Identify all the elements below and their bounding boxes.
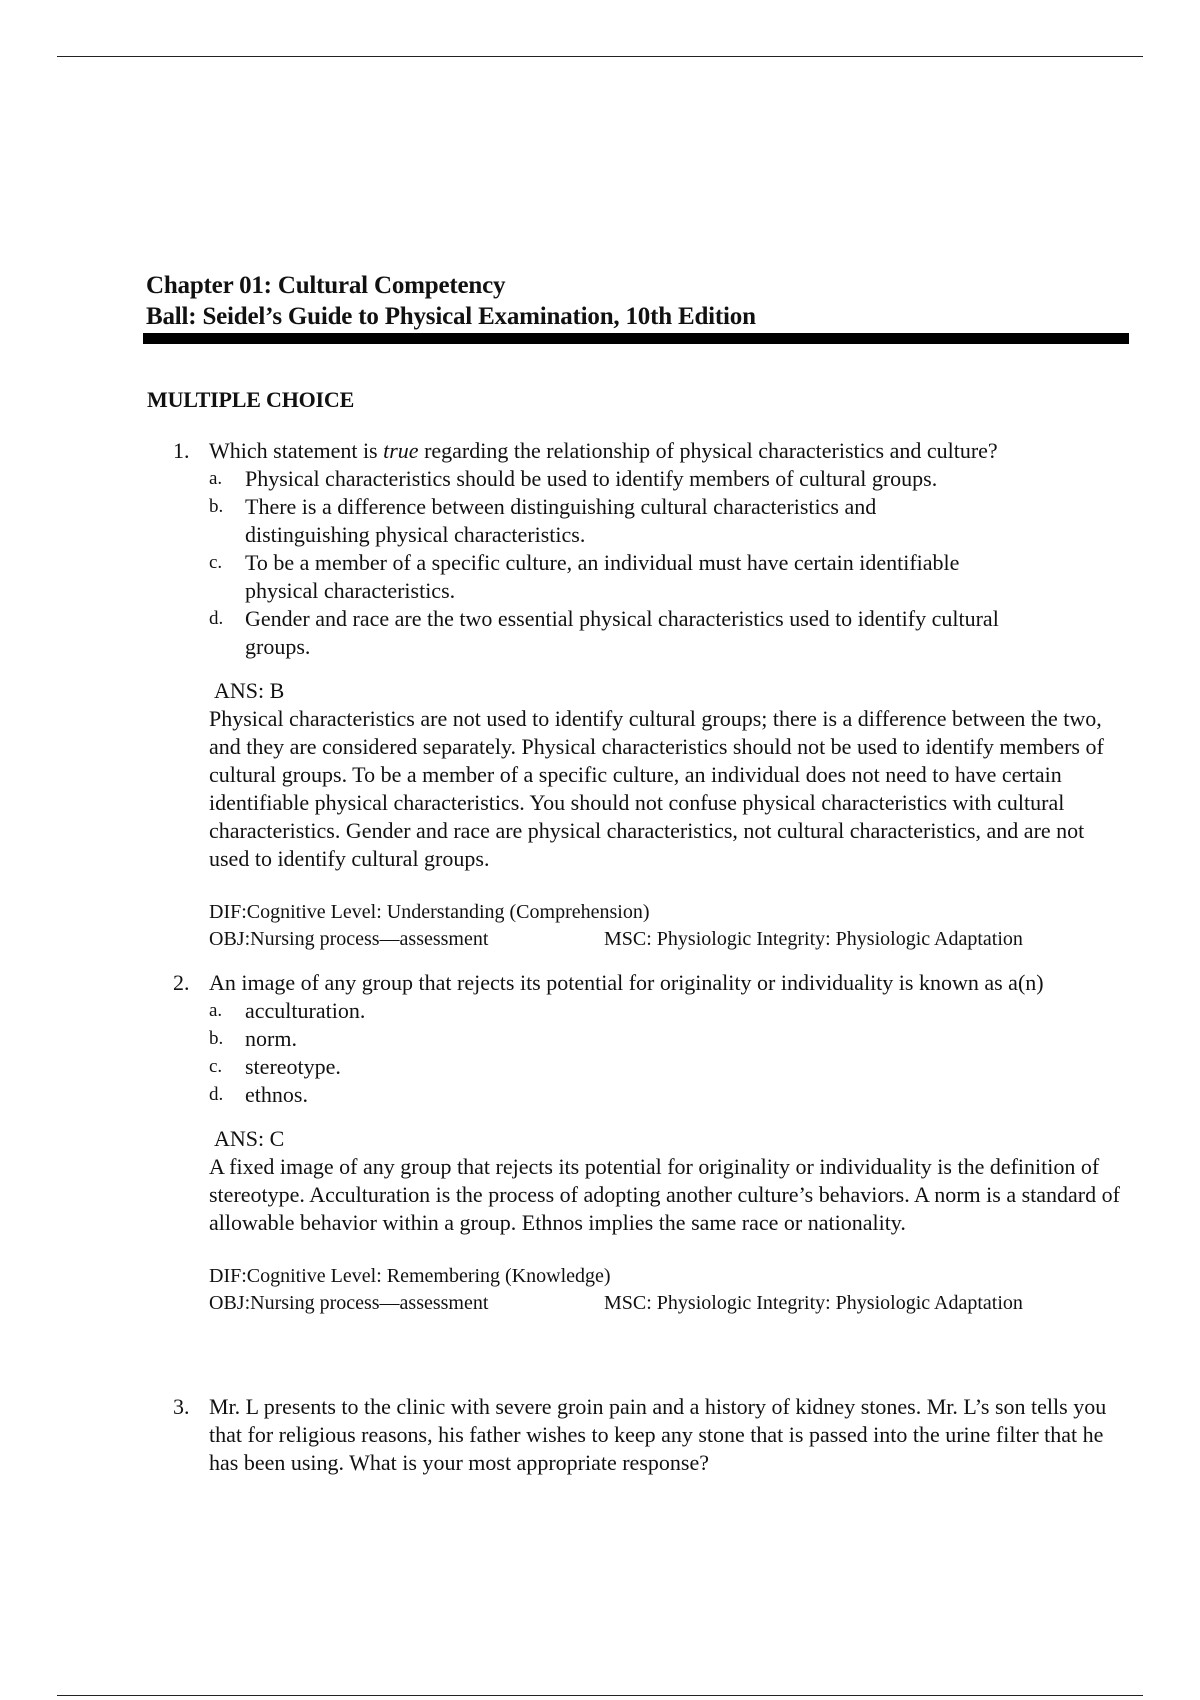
option-text: To be a member of a specific culture, an individual must have certain identifiable physical characteristics. bbox=[245, 550, 960, 603]
option-text: stereotype. bbox=[245, 1054, 341, 1079]
question-1 bbox=[173, 437, 1123, 953]
answer-key: ANS: C bbox=[214, 1126, 285, 1151]
option-letter: c. bbox=[209, 552, 223, 573]
option-c bbox=[209, 549, 1123, 605]
rationale-text: Physical characteristics are not used to identify cultural groups; there is a difference between the two, and they are considered separately. Physical characteristics should not be used to identify members of cultural groups. To be a member of a specific culture, an individual does not need to have certain identifiable physical characteristics. You should not confuse physical characteristics with cultural characteristics. Gender and race are physical characteristics, not cultural characteristics, and are not used to identify cultural groups. bbox=[209, 706, 1104, 871]
question-metadata bbox=[209, 899, 1123, 953]
question-text: Mr. L presents to the clinic with severe groin pain and a history of kidney stones. Mr. L’s son tells you that for religious reasons, his father wishes to keep any stone that is passed into the urine filter that he has been using. What is your most appropriate response? bbox=[209, 1394, 1107, 1475]
answer-options bbox=[209, 997, 1123, 1109]
stem-emphasis: true bbox=[383, 438, 419, 463]
rationale-text: A fixed image of any group that rejects its potential for originality or individuality is the definition of stereotype. Acculturation is the process of adopting another culture’s behaviors. A norm is a standard of allowable behavior within a group. Ethnos implies the same race or nationality. bbox=[209, 1154, 1120, 1235]
option-b bbox=[209, 493, 1123, 549]
answer-options bbox=[209, 465, 1123, 661]
metadata-row bbox=[209, 1290, 1123, 1317]
option-text: norm. bbox=[245, 1026, 297, 1051]
option-text: acculturation. bbox=[245, 998, 366, 1023]
option-a bbox=[209, 465, 1123, 493]
question-2 bbox=[173, 969, 1123, 1317]
header-underline-bar bbox=[143, 333, 1129, 344]
question-metadata bbox=[209, 1263, 1123, 1317]
option-text: Gender and race are the two essential physical characteristics used to identify cultural groups. bbox=[245, 606, 999, 659]
question-stem bbox=[173, 1393, 1123, 1477]
top-page-rule bbox=[57, 56, 1143, 57]
option-letter: a. bbox=[209, 468, 223, 489]
document-header bbox=[146, 270, 1130, 332]
question-number: 1. bbox=[173, 438, 190, 463]
question-number: 2. bbox=[173, 970, 190, 995]
difficulty-level: DIF:Cognitive Level: Remembering (Knowledge) bbox=[209, 1265, 611, 1287]
question-stem bbox=[173, 437, 1123, 465]
book-title: Ball: Seidel’s Guide to Physical Examination, 10th Edition bbox=[146, 303, 756, 330]
chapter-title: Chapter 01: Cultural Competency bbox=[146, 272, 506, 299]
option-c bbox=[209, 1053, 1123, 1081]
question-number: 3. bbox=[173, 1394, 190, 1419]
question-3 bbox=[173, 1393, 1123, 1477]
client-needs-category: MSC: Physiologic Integrity: Physiologic Adaptation bbox=[604, 928, 1023, 950]
objective: OBJ:Nursing process—assessment bbox=[209, 928, 489, 950]
option-letter: b. bbox=[209, 496, 224, 517]
option-letter: d. bbox=[209, 1084, 224, 1105]
answer-block bbox=[209, 677, 1123, 953]
client-needs-category: MSC: Physiologic Integrity: Physiologic Adaptation bbox=[604, 1292, 1023, 1314]
option-d bbox=[209, 605, 1123, 661]
option-text: ethnos. bbox=[245, 1082, 308, 1107]
option-letter: d. bbox=[209, 608, 224, 629]
option-b bbox=[209, 1025, 1123, 1053]
option-a bbox=[209, 997, 1123, 1025]
answer-block bbox=[209, 1125, 1123, 1317]
section-title: MULTIPLE CHOICE bbox=[147, 387, 355, 412]
option-text: There is a difference between distinguishing cultural characteristics and distinguishing physical characteristics. bbox=[245, 494, 877, 547]
option-letter: b. bbox=[209, 1028, 224, 1049]
stem-text-part: regarding the relationship of physical characteristics and culture? bbox=[418, 438, 998, 463]
option-text: Physical characteristics should be used to identify members of cultural groups. bbox=[245, 466, 938, 491]
stem-text-part: Which statement is bbox=[209, 438, 384, 463]
difficulty-level: DIF:Cognitive Level: Understanding (Comprehension) bbox=[209, 901, 650, 923]
answer-key: ANS: B bbox=[214, 678, 285, 703]
question-stem bbox=[173, 969, 1123, 997]
objective: OBJ:Nursing process—assessment bbox=[209, 1292, 489, 1314]
question-text: An image of any group that rejects its potential for originality or individuality is known as a(n) bbox=[209, 970, 1044, 995]
question-text bbox=[209, 437, 1123, 465]
option-letter: a. bbox=[209, 1000, 223, 1021]
bottom-page-rule bbox=[57, 1695, 1143, 1696]
option-d bbox=[209, 1081, 1123, 1109]
metadata-row bbox=[209, 926, 1123, 953]
option-letter: c. bbox=[209, 1056, 223, 1077]
